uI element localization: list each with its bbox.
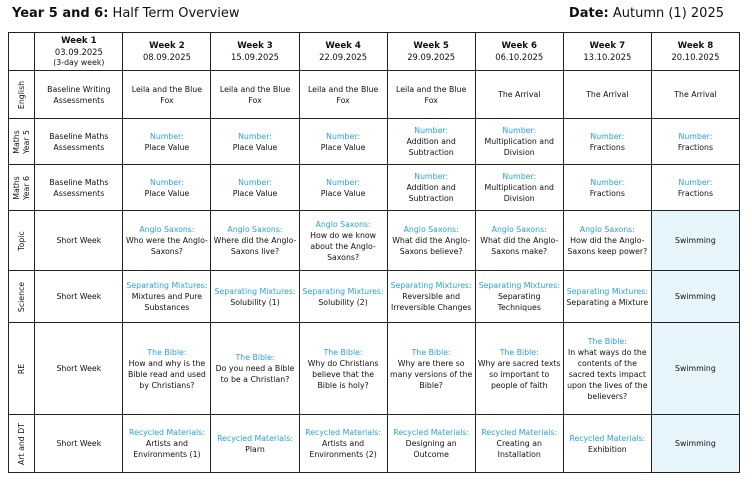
lesson-title: Do you need a Bible to be a Christian? (215, 364, 295, 384)
lesson-title: Fractions (589, 142, 625, 152)
lesson-title: How and why is the Bible read and used by Christians? (128, 358, 206, 390)
lesson-topic: Number: (326, 131, 360, 141)
lesson-topic: Number: (590, 131, 625, 141)
lesson-cell (299, 119, 387, 165)
lesson-title: Creating an Installation (496, 439, 542, 459)
lesson-cell (563, 71, 651, 119)
subject-row (9, 119, 740, 165)
lesson-topic: The Bible: (235, 353, 275, 362)
week-date: 15.09.2025 (231, 51, 279, 62)
lesson-cell (563, 271, 651, 323)
lesson-title: Where did the Anglo-Saxons live? (213, 236, 297, 256)
lesson-topic: Number: (150, 177, 184, 187)
week-date: 03.09.2025 (54, 46, 103, 57)
lesson-cell (299, 71, 387, 119)
lesson-topic: Number: (326, 177, 360, 187)
subject-label (12, 176, 32, 200)
lesson-cell (651, 71, 739, 119)
lesson-cell (211, 323, 299, 415)
lesson-cell (299, 211, 387, 271)
subject-label-cell (9, 71, 35, 119)
lesson-title: Addition and Subtraction (406, 137, 456, 157)
subject-label-cell (9, 119, 35, 165)
lesson-cell (211, 165, 299, 211)
lesson-title: Fractions (589, 188, 625, 198)
lesson-cell (475, 119, 563, 165)
lesson-cell (475, 323, 563, 415)
lesson-title: Leila and the Blue Fox (396, 84, 467, 105)
subject-row (9, 165, 740, 211)
overview-table (8, 32, 740, 473)
lesson-topic: Anglo Saxons: (403, 225, 459, 234)
week-date: 22.09.2025 (319, 51, 368, 62)
lesson-title: Leila and the Blue Fox (307, 84, 379, 105)
subject-row (9, 71, 740, 119)
lesson-topic: Number: (414, 172, 449, 181)
lesson-cell (475, 71, 563, 119)
subject-label-cell (9, 415, 35, 473)
subject-row (9, 323, 740, 415)
lesson-topic: The Bible: (499, 347, 539, 357)
week-label: Week 7 (589, 40, 626, 51)
subject-label-cell (9, 211, 35, 271)
lesson-cell (651, 119, 739, 165)
lesson-topic: Number: (150, 131, 184, 141)
lesson-topic: Anglo Saxons: (227, 225, 283, 234)
lesson-title: The Arrival (498, 90, 541, 99)
lesson-title: Multiplication and Division (484, 183, 554, 203)
lesson-cell (35, 323, 123, 415)
lesson-topic: Number: (678, 131, 713, 141)
lesson-topic: Anglo Saxons: (491, 225, 547, 234)
lesson-topic: Number: (414, 126, 449, 135)
lesson-cell (123, 271, 211, 323)
subject-label (17, 363, 27, 373)
lesson-cell (123, 165, 211, 211)
lesson-cell (651, 415, 739, 473)
lesson-title: How do we know about the Anglo-Saxons? (310, 230, 377, 262)
lesson-title: Who were the Anglo-Saxons? (126, 236, 208, 256)
lesson-topic: Recycled Materials: (569, 433, 646, 443)
lesson-title: Multiplication and Division (484, 137, 554, 157)
lesson-title: Place Value (320, 188, 366, 198)
lesson-topic: Number: (678, 177, 713, 187)
week-date: 13.10.2025 (583, 51, 632, 62)
lesson-topic: The Bible: (147, 347, 187, 357)
lesson-title: Swimming (675, 292, 716, 301)
lesson-title: Short Week (56, 439, 102, 448)
lesson-title: Solubility (2) (318, 297, 368, 307)
subject-label-line: Art and DT (16, 422, 26, 465)
lesson-topic: Number: (502, 126, 537, 135)
lesson-title: What did the Anglo-Saxons believe? (392, 236, 471, 256)
subject-label-cell (9, 323, 35, 415)
week-header-cell (299, 33, 387, 71)
week-header-cell (475, 33, 563, 71)
lesson-cell (563, 119, 651, 165)
week-header-cell (651, 33, 739, 71)
lesson-cell (299, 271, 387, 323)
lesson-title: Designing an Outcome (405, 439, 457, 459)
lesson-title: Exhibition (587, 444, 627, 454)
lesson-title: Reversible and Irreversible Changes (390, 292, 472, 312)
lesson-cell (35, 119, 123, 165)
lesson-cell (651, 323, 739, 415)
lesson-topic: The Bible: (323, 347, 363, 357)
lesson-title: Place Value (232, 188, 278, 198)
lesson-topic: Separating Mixtures: (302, 286, 384, 296)
lesson-topic: The Bible: (587, 336, 627, 346)
lesson-cell (475, 271, 563, 323)
page-header (12, 6, 724, 26)
lesson-cell (35, 165, 123, 211)
lesson-title: Fractions (677, 188, 714, 198)
lesson-cell (123, 119, 211, 165)
subject-label-line: Year 5 (21, 129, 31, 154)
subject-label-line: Maths (11, 129, 21, 154)
lesson-cell (211, 119, 299, 165)
lesson-title: In what ways do the contents of the sacred texts impact upon the lives of the believers? (567, 347, 648, 401)
lesson-title: The Arrival (674, 90, 717, 99)
subject-label (17, 281, 27, 311)
title-subtitle: Half Term Overview (108, 6, 240, 21)
lesson-cell (387, 323, 475, 415)
subject-label-line: Topic (16, 230, 26, 251)
lesson-cell (387, 415, 475, 473)
lesson-cell (211, 271, 299, 323)
week-label: Week 8 (677, 40, 714, 51)
lesson-title: Short Week (56, 364, 102, 373)
lesson-title: Why are sacred texts so important to people of faith (477, 358, 561, 390)
lesson-cell (651, 165, 739, 211)
title-year: Year 5 and 6: (12, 6, 109, 21)
lesson-topic: Anglo Saxons: (579, 225, 635, 234)
week-note: (3-day week) (53, 57, 105, 67)
lesson-title: Artists and Environments (2) (309, 439, 377, 459)
lesson-title: Separating a Mixture (566, 297, 649, 307)
lesson-title: Fractions (677, 142, 714, 152)
week-date: 29.09.2025 (407, 51, 456, 62)
week-header-row (9, 33, 740, 71)
lesson-title: Swimming (675, 439, 716, 448)
lesson-cell (299, 323, 387, 415)
week-date: 08.09.2025 (142, 51, 191, 62)
subject-label-line: Year 6 (21, 175, 31, 200)
lesson-title: Swimming (675, 364, 716, 373)
lesson-cell (123, 211, 211, 271)
lesson-cell (35, 211, 123, 271)
lesson-title: Short Week (56, 236, 102, 245)
lesson-cell (35, 271, 123, 323)
week-label: Week 6 (501, 40, 537, 51)
lesson-cell (211, 71, 299, 119)
week-label: Week 4 (325, 40, 361, 51)
lesson-topic: Recycled Materials: (305, 428, 381, 437)
lesson-title: Artists and Environments (1) (133, 439, 201, 459)
lesson-title: Why do Christians believe that the Bible is holy? (307, 358, 379, 390)
lesson-topic: Recycled Materials: (481, 428, 558, 437)
corner-cell (9, 33, 35, 71)
lesson-topic: Recycled Materials: (129, 428, 205, 437)
lesson-title: The Arrival (586, 90, 629, 99)
lesson-topic: Separating Mixtures: (566, 286, 648, 296)
lesson-cell (387, 119, 475, 165)
subject-row (9, 271, 740, 323)
lesson-topic: Separating Mixtures: (390, 281, 472, 290)
lesson-cell (299, 415, 387, 473)
week-header-cell (35, 33, 123, 71)
lesson-cell (35, 415, 123, 473)
week-label: Week 3 (237, 40, 273, 51)
lesson-title: Short Week (56, 292, 102, 301)
lesson-cell (475, 165, 563, 211)
lesson-title: Leila and the Blue Fox (131, 84, 203, 105)
lesson-cell (475, 415, 563, 473)
week-header-cell (387, 33, 475, 71)
lesson-title: Why are there so many versions of the Bible? (390, 358, 473, 390)
page-title (12, 6, 239, 21)
lesson-title: Swimming (675, 236, 716, 245)
lesson-cell (387, 211, 475, 271)
lesson-title: Plarn (245, 444, 265, 454)
week-header-cell (211, 33, 299, 71)
lesson-cell (651, 211, 739, 271)
subject-label (17, 231, 27, 251)
subject-label-line: English (16, 80, 26, 109)
subject-row (9, 415, 740, 473)
week-date: 20.10.2025 (671, 51, 720, 62)
lesson-topic: Separating Mixtures: (214, 286, 296, 296)
lesson-cell (563, 211, 651, 271)
subject-label (12, 130, 32, 154)
lesson-cell (563, 165, 651, 211)
lesson-topic: Number: (238, 131, 272, 141)
week-date: 06.10.2025 (495, 51, 544, 62)
subject-label (17, 423, 27, 465)
week-label: Week 5 (413, 40, 449, 51)
lesson-cell (651, 271, 739, 323)
lesson-title: Place Value (144, 188, 190, 198)
lesson-topic: Anglo Saxons: (139, 225, 195, 234)
lesson-cell (387, 71, 475, 119)
lesson-title: Baseline Maths Assessments (49, 177, 109, 198)
subject-label-line: Science (16, 281, 26, 312)
lesson-topic: Separating Mixtures: (478, 281, 560, 290)
lesson-cell (563, 323, 651, 415)
lesson-title: Place Value (144, 142, 190, 152)
lesson-title: Solubility (1) (230, 297, 280, 307)
lesson-topic: Number: (590, 177, 625, 187)
lesson-topic: Anglo Saxons: (315, 219, 371, 229)
lesson-title: Baseline Maths Assessments (49, 131, 109, 152)
lesson-cell (475, 211, 563, 271)
week-header-cell (563, 33, 651, 71)
lesson-topic: The Bible: (411, 347, 451, 357)
week-label: Week 1 (61, 35, 97, 46)
lesson-title: Leila and the Blue Fox (219, 84, 291, 105)
subject-label (17, 80, 27, 108)
subject-label-line: Maths (11, 175, 21, 200)
lesson-cell (563, 415, 651, 473)
lesson-cell (211, 211, 299, 271)
lesson-topic: Number: (502, 172, 537, 181)
subject-label-line: RE (16, 363, 26, 374)
lesson-topic: Number: (238, 177, 272, 187)
week-header-cell (123, 33, 211, 71)
lesson-cell (211, 415, 299, 473)
lesson-title: What did the Anglo-Saxons make? (480, 236, 559, 256)
lesson-topic: Separating Mixtures: (126, 281, 208, 290)
subject-label-cell (9, 165, 35, 211)
lesson-title: How did the Anglo-Saxons keep power? (567, 236, 648, 256)
lesson-cell (35, 71, 123, 119)
lesson-title: Place Value (232, 142, 278, 152)
lesson-cell (123, 323, 211, 415)
subject-row (9, 211, 740, 271)
date-label: Date: (568, 6, 609, 21)
date-value: Autumn (1) 2025 (608, 6, 724, 21)
week-label: Week 2 (149, 40, 185, 51)
subject-label-cell (9, 271, 35, 323)
lesson-cell (299, 165, 387, 211)
lesson-title: Addition and Subtraction (406, 183, 456, 203)
lesson-topic: Recycled Materials: (393, 428, 470, 437)
lesson-title: Place Value (320, 142, 366, 152)
lesson-title: Separating Techniques (497, 292, 541, 312)
lesson-title: Baseline Writing Assessments (47, 84, 111, 105)
lesson-title: Mixtures and Pure Substances (131, 292, 203, 312)
lesson-cell (387, 165, 475, 211)
lesson-cell (123, 415, 211, 473)
lesson-cell (387, 271, 475, 323)
lesson-cell (123, 71, 211, 119)
page-date (569, 6, 724, 21)
lesson-topic: Recycled Materials: (217, 433, 293, 443)
